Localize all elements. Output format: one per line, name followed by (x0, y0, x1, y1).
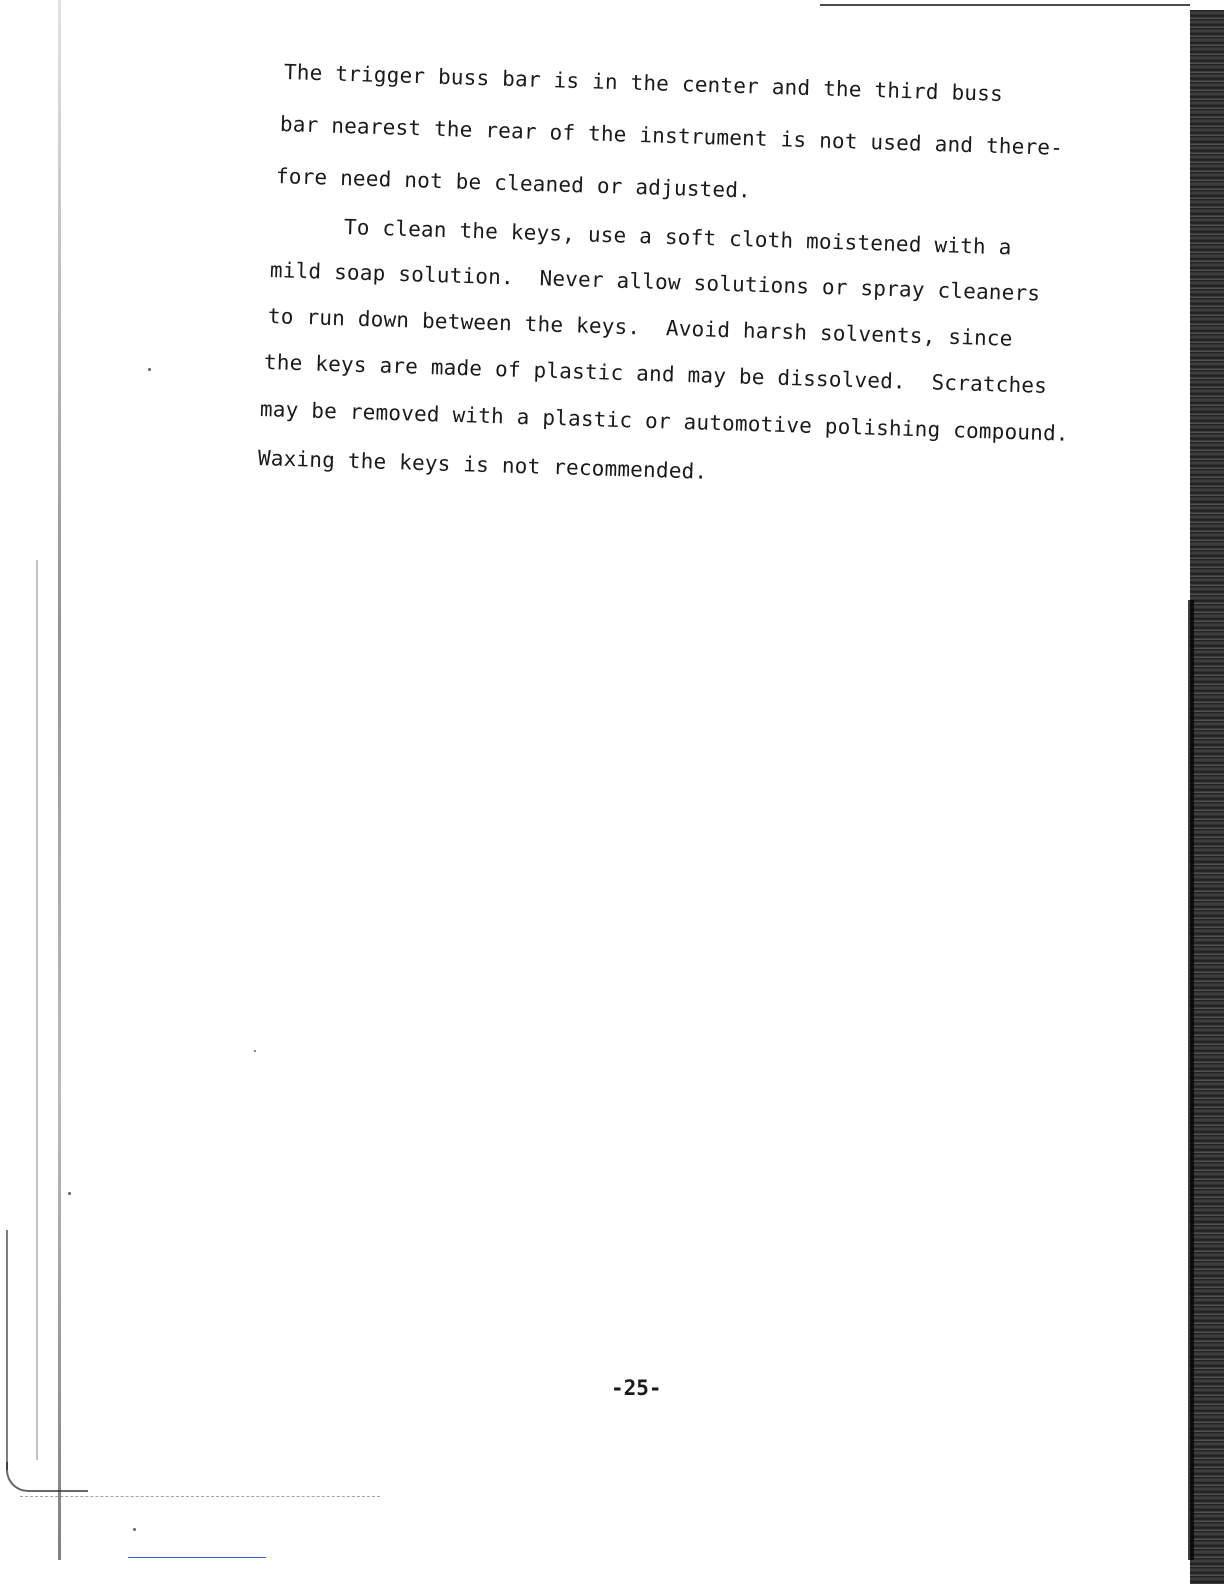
page-edge-bottom (20, 1496, 380, 1497)
binding-shadow-left-inner (36, 560, 38, 1460)
paragraph-2-line-2: mild soap solution. Never allow solutions or spray cleaners (269, 258, 1041, 306)
page-number: -25- (611, 1376, 662, 1400)
paragraph-2-line-1: To clean the keys, use a soft cloth moistened with a (343, 215, 1012, 260)
page-edge-right (1188, 600, 1194, 1560)
paragraph-2-line-4: the keys are made of plastic and may be dissolved. Scratches (263, 350, 1048, 398)
scan-speck (68, 1192, 71, 1195)
scan-speck (148, 368, 151, 371)
page-curl-bottom-left (6, 1462, 88, 1492)
paragraph-2-line-6: Waxing the keys is not recommended. (257, 446, 708, 484)
paragraph-1-line-3: fore need not be cleaned or adjusted. (275, 164, 752, 203)
scan-shadow-right (1190, 10, 1224, 1584)
page-edge-top (820, 4, 1190, 6)
paragraph-1-line-1: The trigger buss bar is in the center and the third buss (283, 60, 1004, 106)
scan-speck (133, 1528, 136, 1531)
scan-speck (254, 1050, 256, 1052)
footer-rule (128, 1557, 266, 1558)
paragraph-2-line-3: to run down between the keys. Avoid harsh solvents, since (267, 304, 1013, 351)
binding-shadow-left (58, 0, 61, 1560)
page-edge-left (6, 1230, 8, 1470)
paragraph-2-line-5: may be removed with a plastic or automotive polishing compound. (259, 397, 1070, 446)
paragraph-1-line-2: bar nearest the rear of the instrument is not used and there- (279, 112, 1064, 160)
